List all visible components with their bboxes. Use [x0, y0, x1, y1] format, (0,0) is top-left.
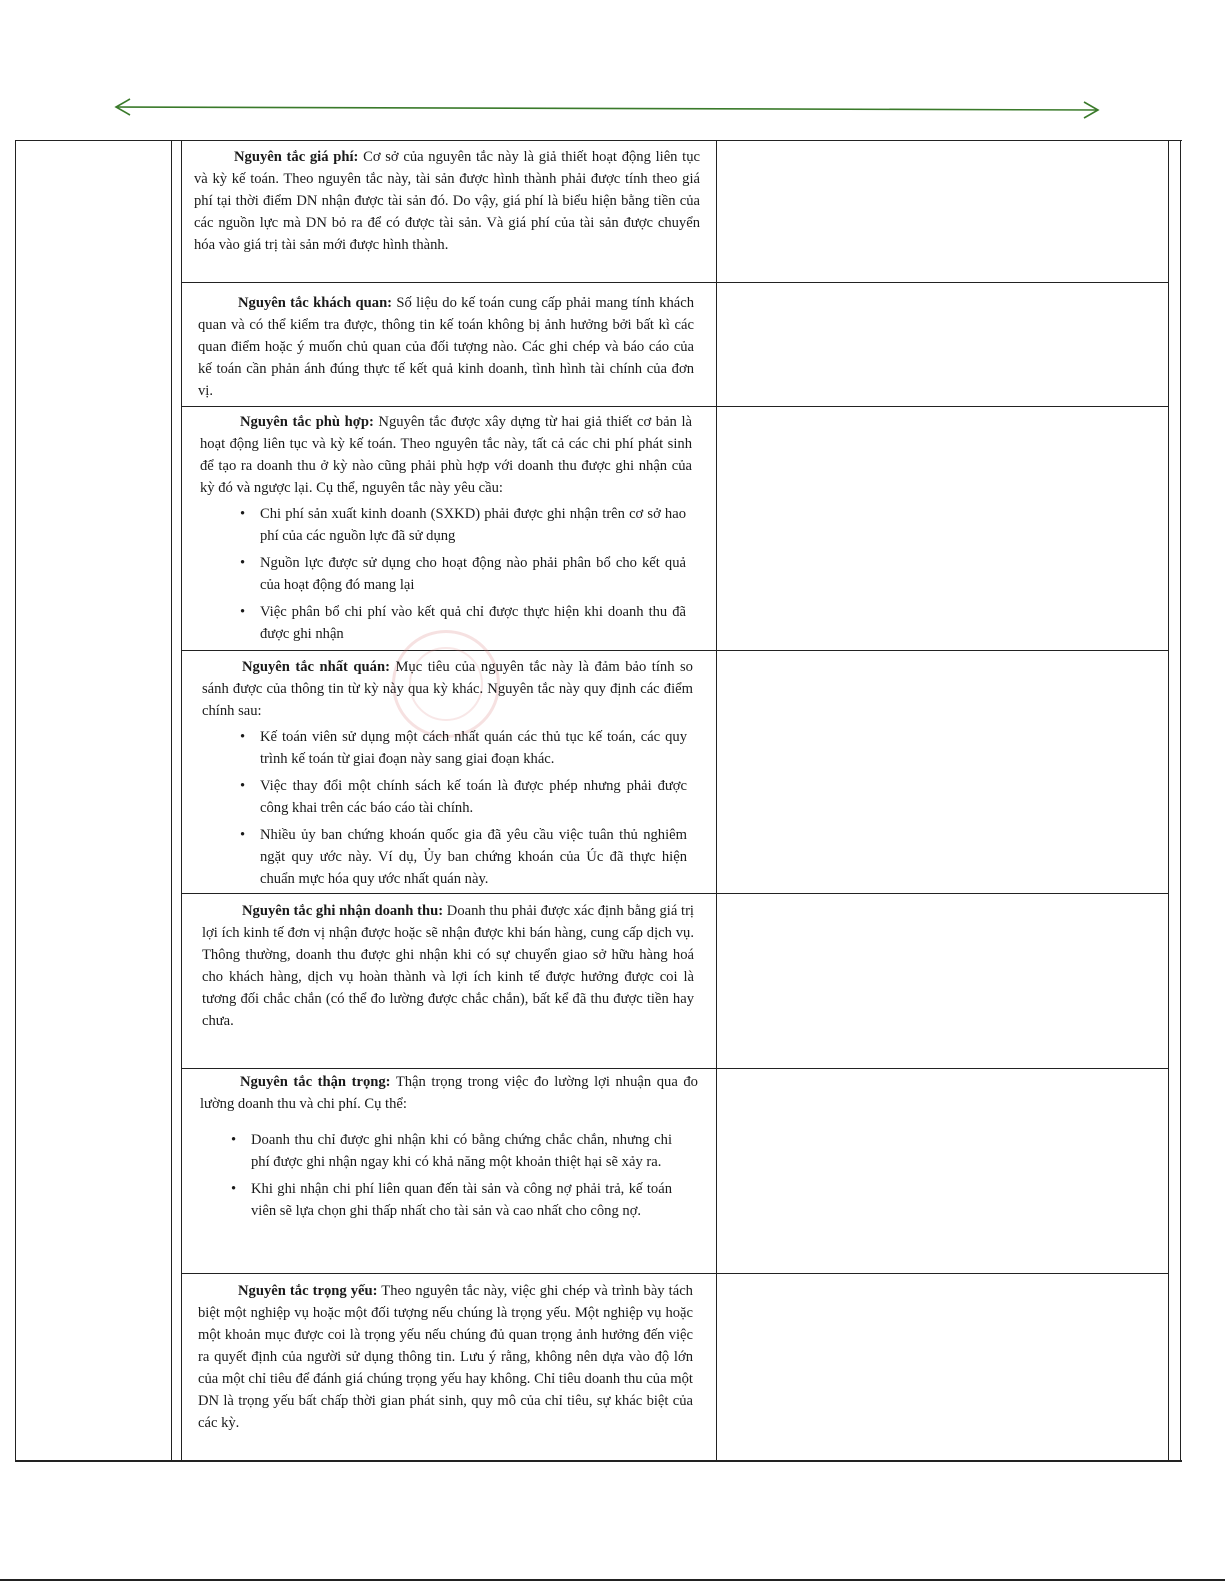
principle-title: Nguyên tắc ghi nhận doanh thu:	[242, 903, 444, 919]
table-left-border	[15, 140, 16, 1461]
row-divider	[181, 1068, 1169, 1069]
principle-title: Nguyên tắc thận trọng:	[240, 1074, 391, 1090]
row-divider	[181, 406, 1169, 407]
list-item: • Kế toán viên sử dụng một cách nhất quán các thủ tục kế toán, các quy trình kế toán từ giai đoạn này sang giai đoạn khác.	[260, 726, 693, 770]
row-divider	[181, 282, 1169, 283]
principle-title: Nguyên tắc giá phí:	[234, 149, 359, 165]
principle-cell-matching	[200, 411, 692, 650]
list-item: • Việc thay đổi một chính sách kế toán là được phép nhưng phải được công khai trên các báo cáo tài chính.	[260, 775, 693, 819]
principle-cell-prudence	[200, 1071, 698, 1227]
principle-title: Nguyên tắc nhất quán:	[242, 659, 390, 675]
principle-cell-cost	[194, 146, 700, 256]
column-divider-3	[716, 140, 717, 1461]
principle-cell-revenue	[202, 900, 694, 1032]
principle-text: Cơ sở của nguyên tắc này là giả thiết hoạt động liên tục và kỳ kế toán. Theo nguyên tắc này, tài sản được hình thành phải được tính theo giá phí tại thời điểm DN nhận được tài sản đó. Do vậy, giá phí là biểu hiện bằng tiền của các nguồn lực mà DN bỏ ra để có được tài sản. Và giá phí của tài sản được chuyển hóa vào giá trị tài sản mới được hình thành.	[194, 149, 700, 253]
principle-text: Doanh thu phải được xác định bằng giá trị lợi ích kinh tế đơn vị nhận được hoặc sẽ nhận được khi bán hàng, cung cấp dịch vụ. Thông thường, doanh thu được ghi nhận khi có sự chuyển giao sở hữu hàng hoá cho khách hàng, dịch vụ hoàn thành và lợi ích kinh tế được hưởng được coi là tương đối chắc chắn (có thể đo lường được chắc chắn), bất kể đã thu được tiền hay chưa.	[202, 903, 694, 1029]
principle-title: Nguyên tắc trọng yếu:	[238, 1283, 378, 1299]
principle-cell-materiality	[198, 1280, 693, 1434]
principle-bullet-list	[200, 1129, 698, 1222]
list-item: • Nguồn lực được sử dụng cho hoạt động nào phải phân bổ cho kết quả của hoạt động đó mang lại	[260, 552, 692, 596]
column-divider-1	[171, 140, 172, 1461]
table-bottom-border	[15, 1460, 1182, 1462]
principle-cell-consistency	[202, 656, 693, 895]
list-item: • Chi phí sản xuất kinh doanh (SXKD) phải được ghi nhận trên cơ sở hao phí của các nguồn lực đã sử dụng	[260, 503, 692, 547]
column-divider-2	[181, 140, 182, 1461]
principle-text: Nguyên tắc được xây dựng từ hai giả thiết cơ bản là hoạt động liên tục và kỳ kế toán. Theo nguyên tắc này, tất cả các chi phí phát sinh để tạo ra doanh thu ở kỳ nào cũng phải phù hợp với doanh thu được ghi nhận của kỳ đó và ngược lại. Cụ thể, nguyên tắc này yêu cầu:	[200, 414, 692, 496]
principle-text: Số liệu do kế toán cung cấp phải mang tính khách quan và có thể kiểm tra được, thông tin kế toán không bị ảnh hưởng bởi bất kì các quan điểm hoặc ý muốn chủ quan của đối tượng nào. Các ghi chép và báo cáo của kế toán cần phản ánh đúng thực tế kết quả kinh doanh, tình hình tài chính của đơn vị.	[198, 295, 694, 399]
principle-cell-objectivity	[198, 292, 694, 402]
list-item: • Doanh thu chỉ được ghi nhận khi có bằng chứng chắc chắn, nhưng chi phí được ghi nhận ngay khi có khả năng một khoản thiệt hại sẽ xảy ra.	[251, 1129, 678, 1173]
principle-title: Nguyên tắc phù hợp:	[240, 414, 374, 430]
row-divider	[181, 1273, 1169, 1274]
principle-bullet-list	[200, 503, 692, 645]
page-bottom-rule	[0, 1579, 1225, 1581]
list-item: • Việc phân bổ chi phí vào kết quả chỉ được thực hiện khi doanh thu đã được ghi nhận	[260, 601, 692, 645]
principle-title: Nguyên tắc khách quan:	[238, 295, 393, 311]
column-divider-4	[1168, 140, 1169, 1461]
principle-text: Mục tiêu của nguyên tắc này là đảm bảo tính so sánh được của thông tin từ kỳ này qua kỳ khác. Nguyên tắc này quy định các điểm chính sau:	[202, 659, 693, 719]
list-item: • Khi ghi nhận chi phí liên quan đến tài sản và công nợ phải trả, kế toán viên sẽ lựa chọn ghi thấp nhất cho tài sản và cao nhất cho công nợ.	[251, 1178, 678, 1222]
table-top-border	[15, 140, 1182, 141]
row-divider	[181, 650, 1169, 651]
list-item: • Nhiều ủy ban chứng khoán quốc gia đã yêu cầu việc tuân thủ nghiêm ngặt quy ước này. Ví dụ, Ủy ban chứng khoán của Úc đã thực hiện chuẩn mực hóa quy ước nhất quán này.	[260, 824, 693, 890]
double-arrow-icon	[110, 96, 1110, 122]
principle-text: Thận trọng trong việc đo lường lợi nhuận qua đo lường doanh thu và chi phí. Cụ thể:	[200, 1074, 698, 1112]
principle-bullet-list	[202, 726, 693, 890]
principle-text: Theo nguyên tắc này, việc ghi chép và trình bày tách biệt một nghiệp vụ hoặc một đối tượng nếu chúng là trọng yếu. Một nghiệp vụ hoặc một khoản mục được coi là trọng yếu nếu chúng đủ quan trọng ảnh hưởng đến việc ra quyết định của người sử dụng thông tin. Lưu ý rằng, không nên dựa vào độ lớn của một chỉ tiêu để đánh giá chúng trọng yếu hay không. Chỉ tiêu doanh thu của một DN là trọng yếu bất chấp thời gian phát sinh, quy mô của chỉ tiêu, sự khác biệt của các kỳ.	[198, 1283, 693, 1431]
table-right-border	[1180, 140, 1181, 1461]
